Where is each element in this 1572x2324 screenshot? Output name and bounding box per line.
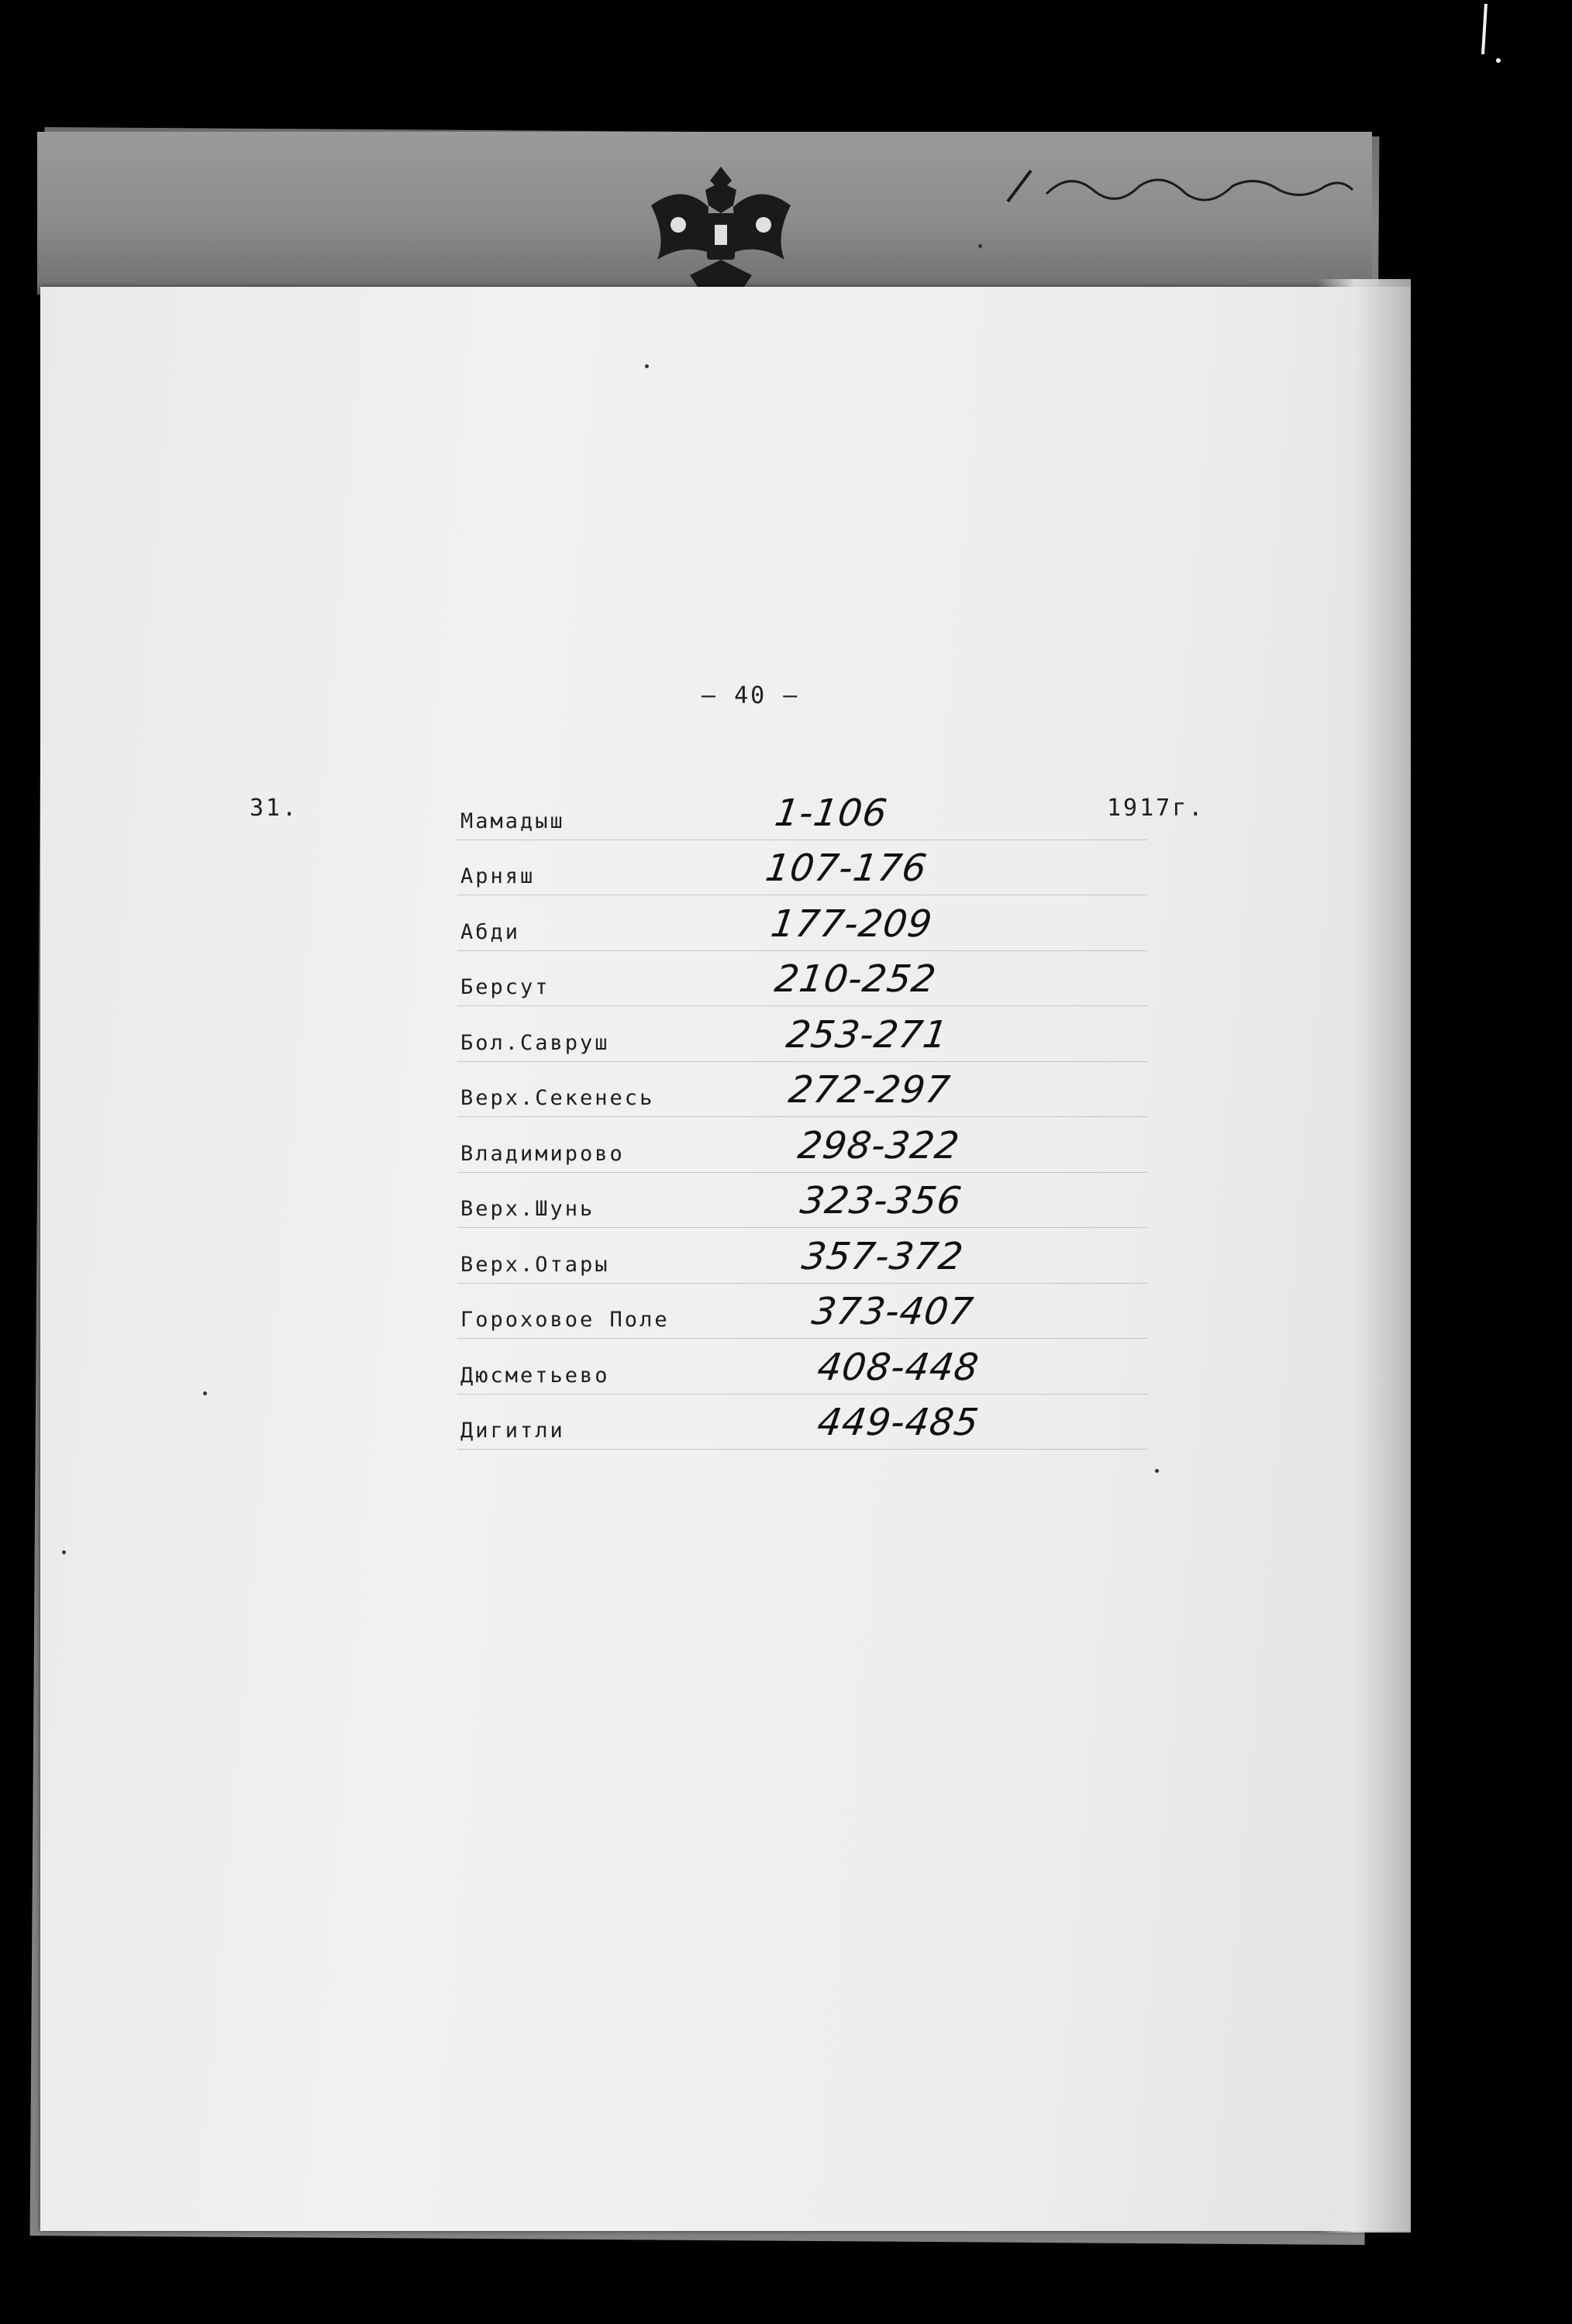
double-headed-eagle-emblem [636, 159, 806, 291]
parish-name: Берсут [460, 975, 550, 999]
corner-pencil-mark [1477, 0, 1508, 70]
index-row [457, 1062, 1147, 1118]
index-row [457, 1284, 1147, 1340]
sheet-curl-shadow [1318, 279, 1411, 2233]
index-row [457, 951, 1147, 1007]
index-row [457, 1228, 1147, 1284]
page-range: 373-407 [809, 1290, 977, 1333]
page-range: 272-297 [786, 1068, 953, 1112]
parish-page-index [457, 784, 1077, 1450]
page-range: 1-106 [772, 791, 891, 835]
parish-name: Дюсметьево [460, 1363, 610, 1388]
parish-name: Мамадыш [460, 809, 565, 833]
index-row [457, 895, 1147, 951]
handwritten-signature [1000, 155, 1357, 225]
page-range: 408-448 [815, 1345, 982, 1389]
index-row [457, 784, 1147, 840]
page-range: 323-356 [798, 1179, 965, 1222]
entry-year: 1917г. [1107, 795, 1205, 822]
page-range: 253-271 [784, 1012, 951, 1057]
page-range: 210-252 [772, 957, 939, 1001]
parish-name: Верх.Секенесь [460, 1086, 655, 1110]
parish-name: Верх.Отары [460, 1252, 610, 1277]
parish-name: Бол.Савруш [460, 1030, 610, 1055]
index-row [457, 840, 1147, 896]
parish-name: Абди [460, 919, 521, 944]
parish-name: Гороховое Поле [460, 1308, 670, 1332]
page-range: 357-372 [799, 1234, 967, 1278]
index-row [457, 1395, 1147, 1450]
parish-name: Дигитли [460, 1419, 565, 1443]
parish-name: Арняш [460, 864, 536, 888]
page-number: – 40 – [702, 682, 800, 709]
page-range: 298-322 [795, 1123, 963, 1167]
index-row [457, 1006, 1147, 1062]
page-range: 107-176 [763, 847, 930, 890]
parish-name: Владимирово [460, 1141, 625, 1166]
index-row [457, 1339, 1147, 1395]
page-range: 177-209 [768, 902, 936, 946]
parish-name: Верх.Шунь [460, 1197, 595, 1221]
index-row [457, 1173, 1147, 1229]
page-range: 449-485 [815, 1401, 982, 1444]
entry-number: 31. [250, 795, 299, 822]
index-row [457, 1117, 1147, 1173]
